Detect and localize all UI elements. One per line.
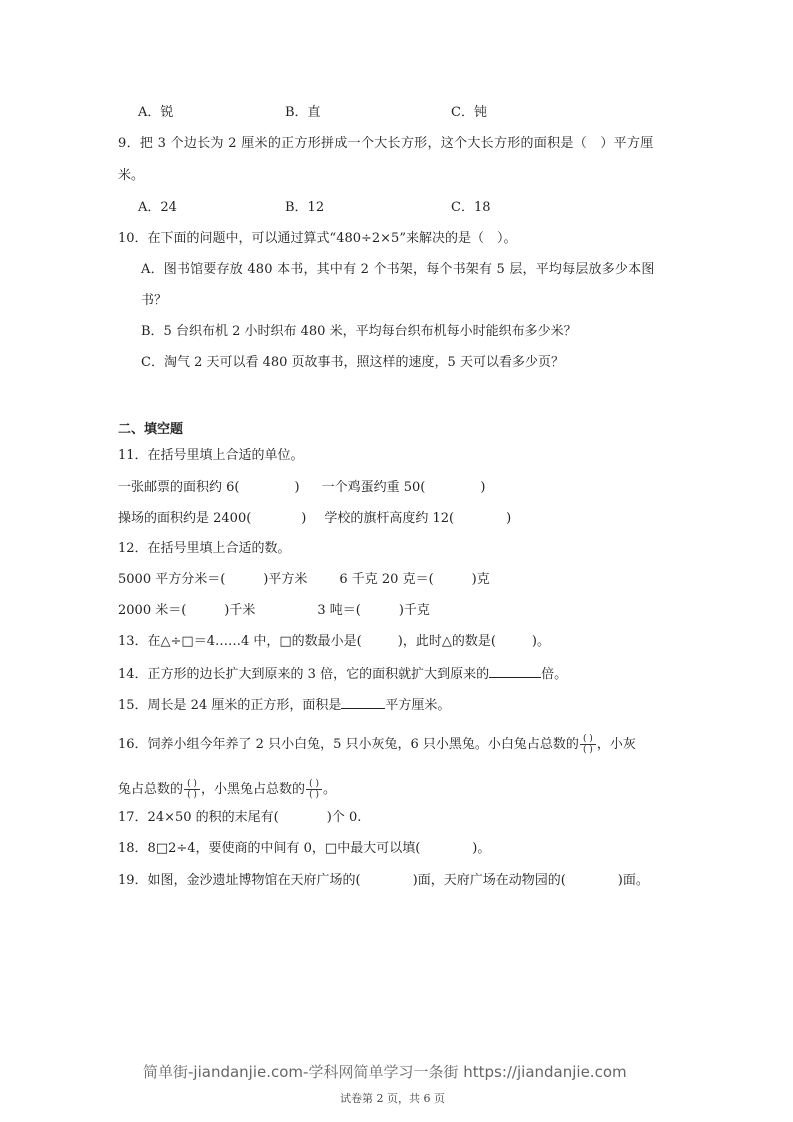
text: 18．8□2÷4，要使商的中间有 0，□中最大可以填(: [118, 841, 421, 856]
text: 5000 平方分米＝(: [118, 572, 226, 587]
text: ): [480, 480, 486, 495]
q16-line2: [118, 779, 336, 800]
answer-blank: [341, 696, 385, 709]
text: )平方米: [263, 572, 308, 587]
option-c: C．钝: [451, 105, 487, 120]
text: 13．在△÷□＝4……4 中，□的数最小是(: [118, 634, 362, 649]
fraction-blank: [580, 734, 596, 755]
q10-option-c: C．淘气 2 天可以看 480 页故事书，照这样的速度，5 天可以看多少页？: [141, 355, 564, 370]
q12-row1: [118, 571, 490, 589]
denominator: ( ): [582, 745, 593, 755]
text: 6 千克 20 克＝(: [339, 572, 434, 587]
q9-line2: 米。: [118, 168, 145, 183]
fraction-blank: [306, 779, 322, 800]
q10-option-a1: A．图书馆要存放 480 本书，其中有 2 个书架，每个书架有 5 层，平均每层放多少本图: [141, 262, 655, 277]
text: ): [506, 511, 512, 526]
text: 操场的面积约是 2400(: [118, 511, 252, 526]
numerator: ( ): [309, 779, 319, 789]
text: 14．正方形的边长扩大到原来的 3 倍，它的面积就扩大到原来的: [118, 667, 490, 682]
q9-line1: 9．把 3 个边长为 2 厘米的正方形拼成一个大长方形，这个大长方形的面积是（ ）平方厘: [118, 136, 654, 151]
text: 16．饲养小组今年养了 2 只小白兔，5 只小灰兔，6 只小黑兔。小白兔占总数的: [118, 737, 579, 752]
text: )千米: [224, 603, 256, 618]
text: )。: [472, 841, 491, 856]
text: 。: [323, 782, 337, 797]
text: ): [294, 480, 300, 495]
text: )，此时△的数是(: [397, 634, 496, 649]
fraction-blank: [184, 779, 200, 800]
q9-option-a: A．24: [138, 200, 177, 215]
denominator: ( ): [309, 790, 319, 800]
q9-option-b: B．12: [285, 200, 325, 215]
text: )面，天府广场在动物园的(: [412, 873, 566, 888]
q19: [118, 872, 649, 890]
text: )克: [471, 572, 490, 587]
text: ): [301, 511, 307, 526]
q9-option-c: C．18: [451, 200, 491, 215]
text: ，小黑兔占总数的: [201, 782, 306, 797]
section-title: 二、填空题: [118, 422, 184, 437]
q18: [118, 840, 490, 858]
numerator: ( ): [582, 734, 593, 744]
q15: [118, 696, 450, 715]
text: 倍。: [541, 667, 568, 682]
q11-row2: [118, 510, 511, 528]
numerator: ( ): [187, 779, 197, 789]
text: 2000 米＝(: [118, 603, 187, 618]
text: 兔占总数的: [118, 782, 184, 797]
text: 一张邮票的面积约 6(: [118, 480, 240, 495]
q17: [118, 809, 361, 827]
q14: [118, 665, 567, 684]
answer-blank: [489, 665, 541, 678]
watermark: 简单街-jiandanjie.com-学科网简单学习一条街 https://jiandanjie.com: [143, 1063, 627, 1081]
text: 3 吨＝(: [317, 603, 361, 618]
q12-row2: [118, 602, 430, 620]
q11-row1: [118, 479, 485, 497]
q10-option-b: B．5 台织布机 2 小时织布 480 米，平均每台织布机每小时能织布多少米？: [141, 324, 577, 339]
text: 17．24×50 的积的末尾有(: [118, 810, 279, 825]
denominator: ( ): [187, 790, 197, 800]
text: ，小灰: [596, 737, 636, 752]
q12-stem: 12．在括号里填上合适的数。: [118, 541, 291, 556]
q11-stem: 11．在括号里填上合适的单位。: [118, 448, 304, 463]
q10-stem: 10．在下面的问题中，可以通过算式“480÷2×5”来解决的是（ ）。: [118, 231, 517, 246]
text: )千克: [398, 603, 430, 618]
text: 19．如图，金沙遗址博物馆在天府广场的(: [118, 873, 361, 888]
text: )个 0.: [326, 810, 362, 825]
q10-option-a2: 书？: [141, 293, 168, 308]
text: 平方厘米。: [385, 698, 451, 713]
text: 一个鸡蛋约重 50(: [321, 480, 426, 495]
option-b: B．直: [285, 105, 321, 120]
page-number: 试卷第 2 页，共 6 页: [340, 1092, 445, 1105]
text: 15．周长是 24 厘米的正方形，面积是: [118, 698, 342, 713]
text: )面。: [617, 873, 649, 888]
q16-line1: [118, 734, 636, 755]
text: 学校的旗杆高度约 12(: [324, 511, 455, 526]
text: )。: [531, 634, 550, 649]
q13: [118, 633, 550, 651]
option-a: A．锐: [138, 105, 174, 120]
